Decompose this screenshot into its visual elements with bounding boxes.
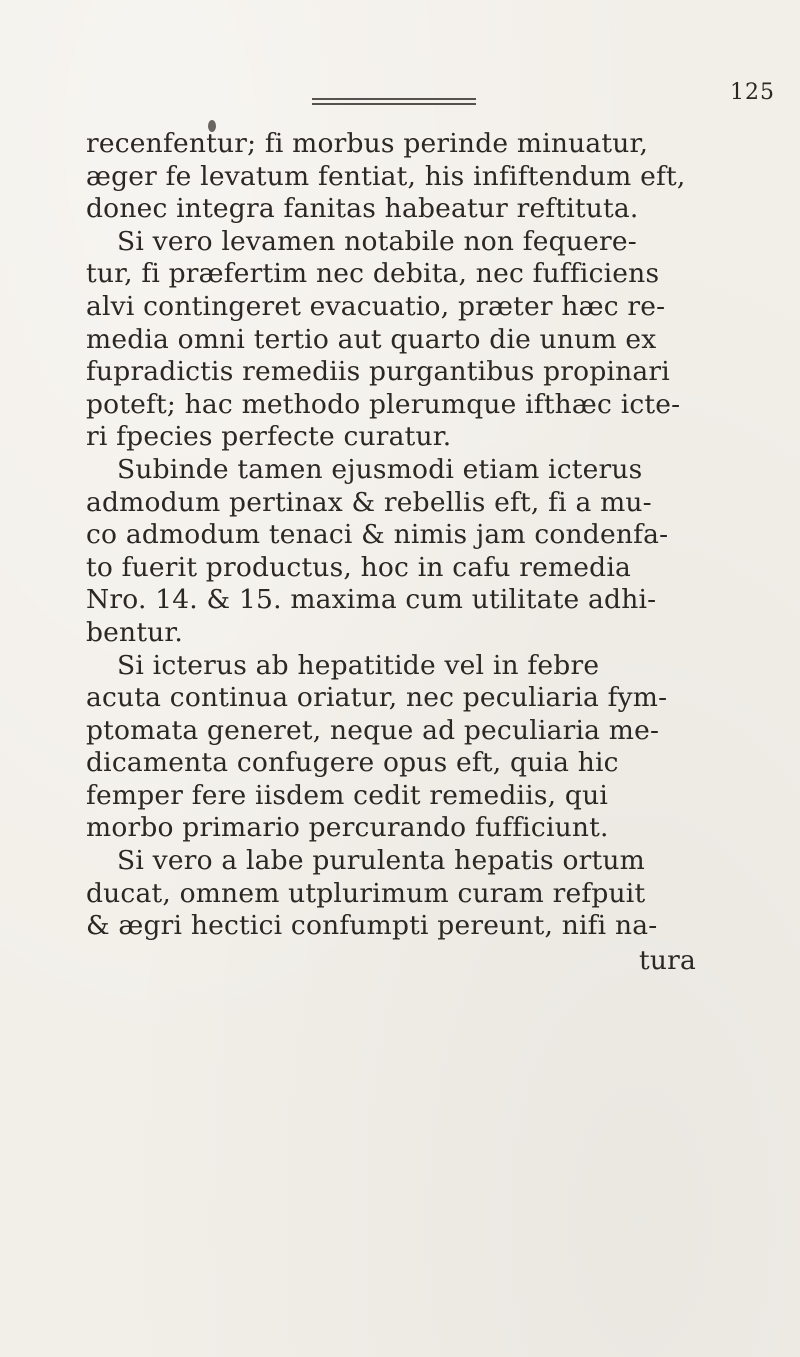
text-line: femper fere iisdem cedit remediis, qui: [86, 779, 609, 811]
text-line: acuta continua oriatur, nec peculiaria fym-: [86, 682, 668, 714]
text-line: Nro. 14. & 15. maxima cum utilitate adhi-: [86, 584, 657, 616]
paragraph-start-line: Si vero a labe purulenta hepatis ortum: [117, 845, 645, 877]
header-rule-top: [312, 98, 476, 100]
text-line: recenfentur; fi morbus perinde minuatur,: [86, 128, 649, 159]
body-text: [86, 128, 726, 977]
text-line: fupradictis remediis purgantibus propinari: [86, 356, 670, 388]
text-line: to fuerit productus, hoc in cafu remedia: [86, 551, 632, 583]
paragraph-start-line: Si vero levamen notabile non fequere-: [117, 225, 637, 257]
header-rule-bottom: [312, 103, 476, 105]
text-line: & ægri hectici confumpti pereunt, nifi na-: [86, 910, 658, 942]
text-line: ptomata generet, neque ad peculiaria me-: [86, 714, 660, 746]
text-line: poteft; hac methodo plerumque ifthæc icte-: [86, 388, 681, 420]
text-line: media omni tertio aut quarto die unum ex: [86, 323, 657, 355]
text-line: admodum pertinax & rebellis eft, fi a mu-: [86, 486, 652, 518]
catchword: tura: [639, 944, 696, 976]
text-line: ducat, omnem utplurimum curam refpuit: [86, 877, 646, 909]
text-line: dicamenta confugere opus eft, quia hic: [86, 747, 619, 779]
text-line: æger fe levatum fentiat, his infiftendum eft,: [86, 160, 686, 192]
page-number: 125: [730, 80, 775, 105]
text-line: donec integra fanitas habeatur reftituta.: [86, 193, 639, 225]
text-line: alvi contingeret evacuatio, præter hæc re-: [86, 290, 666, 322]
paragraph-start-line: Si icterus ab hepatitide vel in febre: [117, 649, 600, 681]
text-line: tur, fi præfertim nec debita, nec fufficiens: [86, 258, 660, 290]
paragraph-start-line: Subinde tamen ejusmodi etiam icterus: [117, 453, 643, 485]
text-line: ri fpecies perfecte curatur.: [86, 421, 452, 453]
text-line: co admodum tenaci & nimis jam condenfa-: [86, 519, 669, 551]
text-line: bentur.: [86, 616, 184, 648]
text-line: morbo primario percurando fufficiunt.: [86, 812, 609, 844]
